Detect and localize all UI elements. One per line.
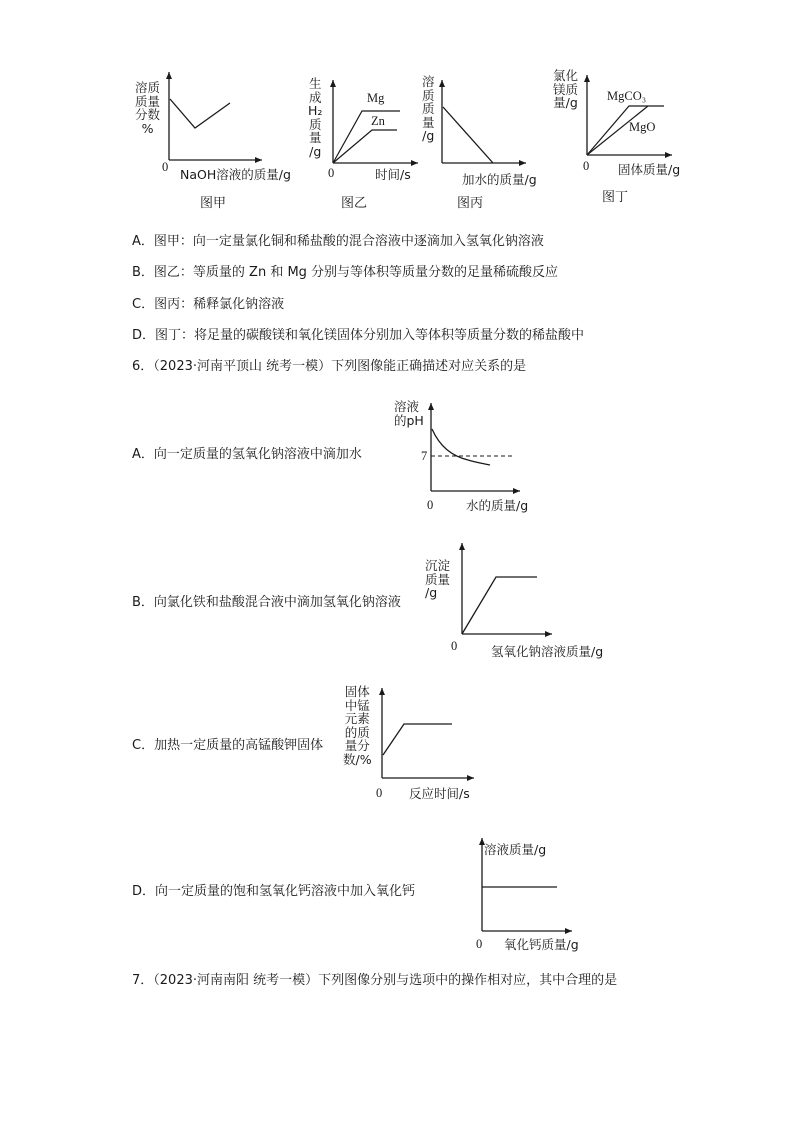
q6c-origin: 0 [376,786,383,800]
bing-y-label: 溶 质 质 量 /g [422,74,435,143]
q6c-y-label: 固体 中锰 元素 的质 量分 数/% [343,684,372,767]
yi-origin: 0 [328,166,335,180]
q6-option-b: B．向氯化铁和盐酸混合液中滴加氢氧化钠溶液 [132,595,401,610]
bing-x-label: 加水的质量/g [462,172,537,187]
q6c-x-label: 反应时间/s [409,786,470,801]
q5-option-a: A．图甲：向一定量氯化铜和稀盐酸的混合溶液中逐滴加入氢氧化钠溶液 [132,234,544,249]
yi-x-label: 时间/s [375,167,411,182]
q6a-seven: 7 [421,449,428,463]
yi-mg-label: Mg [367,91,385,105]
jia-origin: 0 [162,160,169,174]
ding-origin: 0 [583,159,590,173]
jia-caption: 图甲 [200,196,227,211]
q6d-x-label: 氧化钙质量/g [504,937,579,952]
jia-y-label: 溶质 质量 分数 % [135,80,161,136]
q6a-y-label: 溶液 的pH [394,399,424,428]
ding-caption: 图丁 [602,190,629,205]
ding-y-label: 氯化 镁质 量/g [553,68,579,110]
q7-stem: 7．（2023·河南南阳 统考一模）下列图像分别与选项中的操作相对应，其中合理的是 [132,973,618,988]
ding-mgo-label: MgO [629,120,656,134]
q6d-y-label: 溶液质量/g [484,842,547,857]
q6d-origin: 0 [476,937,483,951]
bing-caption: 图丙 [457,196,484,211]
q6b-x-label: 氢氧化钠溶液质量/g [491,644,604,659]
yi-zn-label: Zn [371,114,385,128]
q6-option-a: A．向一定质量的氢氧化钠溶液中滴加水 [132,447,362,462]
q6-stem: 6．（2023·河南平顶山 统考一模）下列图像能正确描述对应关系的是 [132,359,527,374]
q5-option-c: C．图丙：稀释氯化钠溶液 [132,297,285,312]
q6-option-d: D．向一定质量的饱和氢氧化钙溶液中加入氧化钙 [132,884,416,899]
q6-option-c: C．加热一定质量的高锰酸钾固体 [132,738,324,753]
q6b-origin: 0 [451,639,458,653]
q6b-y-label: 沉淀 质量 /g [425,558,451,600]
q6a-origin: 0 [427,498,434,512]
yi-y-label: 生 成 H₂ 质 量 /g [308,76,323,159]
ding-x-label: 固体质量/g [618,162,681,177]
q5-option-d: D．图丁：将足量的碳酸镁和氧化镁固体分别加入等体积等质量分数的稀盐酸中 [132,328,585,343]
ding-mgco3-label: MgCO₃ [607,89,647,103]
yi-caption: 图乙 [341,196,368,211]
q5-option-b: B．图乙：等质量的 Zn 和 Mg 分别与等体积等质量分数的足量稀硫酸反应 [132,265,559,280]
jia-x-label: NaOH溶液的质量/g [180,167,291,182]
q6a-x-label: 水的质量/g [466,498,529,513]
